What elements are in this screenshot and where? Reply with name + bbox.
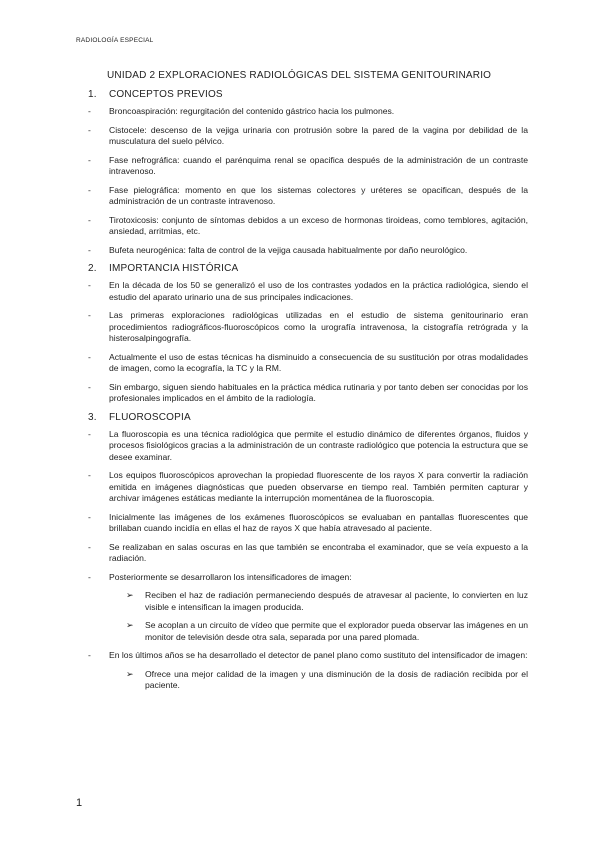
bullet: - xyxy=(88,184,91,195)
sub-list-item xyxy=(126,590,528,613)
arrow-bullet-icon: ➢ xyxy=(126,590,134,600)
section-number: 1. xyxy=(88,89,97,100)
unit-title: UNIDAD 2 EXPLORACIONES RADIOLÓGICAS DEL SISTEMA GENITOURINARIO xyxy=(107,70,492,81)
sub-list-item xyxy=(126,669,528,692)
list-item xyxy=(88,245,528,257)
page-number: 1 xyxy=(76,797,83,809)
section-title: FLUOROSCOPIA xyxy=(109,411,191,423)
list-item-text: Fase pielográfica: momento en que los sistemas colectores y uréteres se opacifican, después de la administración de un contraste intravenoso. xyxy=(109,184,528,206)
bullet: - xyxy=(88,214,91,225)
section-title: CONCEPTOS PREVIOS xyxy=(109,89,223,100)
list-item xyxy=(88,650,528,662)
section-heading xyxy=(88,89,528,100)
list-item-text: Fase nefrográfica: cuando el parénquima renal se opacifica después de la administración de un contraste intravenoso. xyxy=(109,154,528,176)
section-number: 2. xyxy=(88,263,97,274)
bullet: - xyxy=(88,351,91,362)
list-item-text: Sin embargo, siguen siendo habituales en la práctica médica rutinaria y por tanto deben ser conocidas por los profesionales implicados en el ámbito de la radiología. xyxy=(109,381,528,403)
bullet: - xyxy=(88,124,91,135)
list-item-text: Tirotoxicosis: conjunto de síntomas debidos a un exceso de hormonas tiroideas, como temblores, agitación, ansiedad, arritmias, etc. xyxy=(109,214,528,236)
list-item xyxy=(88,352,528,375)
list-item xyxy=(88,310,528,345)
list-item-text: Cistocele: descenso de la vejiga urinaria con protrusión sobre la pared de la vagina por debilidad de la musculatura del suelo pélvico. xyxy=(109,124,528,146)
list-item-text: Inicialmente las imágenes de los exámenes fluoroscópicos se evaluaban en pantallas fluorescentes que brillaban cuando incidía en ellas el haz de rayos X que había atravesado al paciente. xyxy=(109,511,528,533)
list-item xyxy=(88,572,528,584)
sub-list-item-text: Reciben el haz de radiación permaneciendo después de atravesar al paciente, lo convierten en luz visible e intensifican la imagen producida. xyxy=(145,590,528,612)
list-item-text: Los equipos fluoroscópicos aprovechan la propiedad fluorescente de los rayos X para convertir la radiación emitida en imágenes diagnósticas que pueden observarse en tiempo real. También permiten capturar y archivar imágenes estáticas mediante la interrupción momentánea de la fluoroscopia. xyxy=(109,470,528,503)
list-item xyxy=(88,215,528,238)
list-item xyxy=(88,125,528,148)
section-heading xyxy=(88,412,528,423)
list-item-text: Las primeras exploraciones radiológicas utilizadas en el estudio de sistema genitourinario eran procedimientos radiográficos-fluoroscópicos como la urografía intravenosa, la cistografía retrógrada y la histerosalpingografía. xyxy=(109,310,528,343)
list-item-text: En la década de los 50 se generalizó el uso de los contrastes yodados en la práctica radiológica, siendo el estudio del aparato urinario una de sus principales indicaciones. xyxy=(109,280,528,302)
section-number: 3. xyxy=(88,411,97,423)
list-item-text: Actualmente el uso de estas técnicas ha disminuido a consecuencia de su sustitución por otras modalidades de imagen, como la ecografía, la TC y la RM. xyxy=(109,351,528,373)
bullet: - xyxy=(88,154,91,165)
bullet: - xyxy=(88,428,91,439)
arrow-bullet-icon: ➢ xyxy=(126,620,134,630)
section-title: IMPORTANCIA HISTÓRICA xyxy=(109,263,239,274)
list-item-text: La fluoroscopia es una técnica radiológica que permite el estudio dinámico de diferentes órganos, fluidos y procesos fisiológicos gracias a la administración de un contraste radiológico que potencia la estructura que se desee examinar. xyxy=(109,428,528,462)
list-item xyxy=(88,512,528,535)
running-header: RADIOLOGÍA ESPECIAL xyxy=(76,37,154,44)
section-heading xyxy=(88,263,528,274)
list-item xyxy=(88,429,528,464)
page-content xyxy=(88,70,528,699)
bullet: - xyxy=(88,106,91,116)
list-item xyxy=(88,280,528,303)
list-item xyxy=(88,542,528,565)
list-item xyxy=(88,155,528,178)
bullet: - xyxy=(88,310,91,320)
sub-list-item-text: Se acoplan a un circuito de vídeo que permite que el explorador pueda observar las imágenes en un monitor de televisión desde otra sala, separada por una pared plomada. xyxy=(145,620,528,642)
list-item xyxy=(88,106,528,118)
list-item-text: En los últimos años se ha desarrollado el detector de panel plano como sustituto del intensificador de imagen: xyxy=(109,650,528,660)
arrow-bullet-icon: ➢ xyxy=(126,668,134,679)
bullet: - xyxy=(88,244,91,255)
bullet: - xyxy=(88,511,91,522)
list-item xyxy=(88,470,528,505)
bullet: - xyxy=(88,280,91,290)
list-item-text: Broncoaspiración: regurgitación del contenido gástrico hacia los pulmones. xyxy=(109,106,395,116)
bullet: - xyxy=(88,541,91,552)
list-item xyxy=(88,185,528,208)
sub-list-item xyxy=(126,620,528,643)
list-item-text: Se realizaban en salas oscuras en las que también se encontraba el examinador, que se veía expuesto a la radiación. xyxy=(109,541,528,563)
bullet: - xyxy=(88,650,91,660)
list-item-text: Posteriormente se desarrollaron los intensificadores de imagen: xyxy=(109,571,352,582)
sub-list-item-text: Ofrece una mejor calidad de la imagen y una disminución de la dosis de radiación recibida por el paciente. xyxy=(145,668,528,690)
bullet: - xyxy=(88,381,91,392)
list-item-text: Bufeta neurogénica: falta de control de la vejiga causada habitualmente por daño neurológico. xyxy=(109,244,468,255)
bullet: - xyxy=(88,470,91,480)
list-item xyxy=(88,382,528,405)
bullet: - xyxy=(88,571,91,582)
